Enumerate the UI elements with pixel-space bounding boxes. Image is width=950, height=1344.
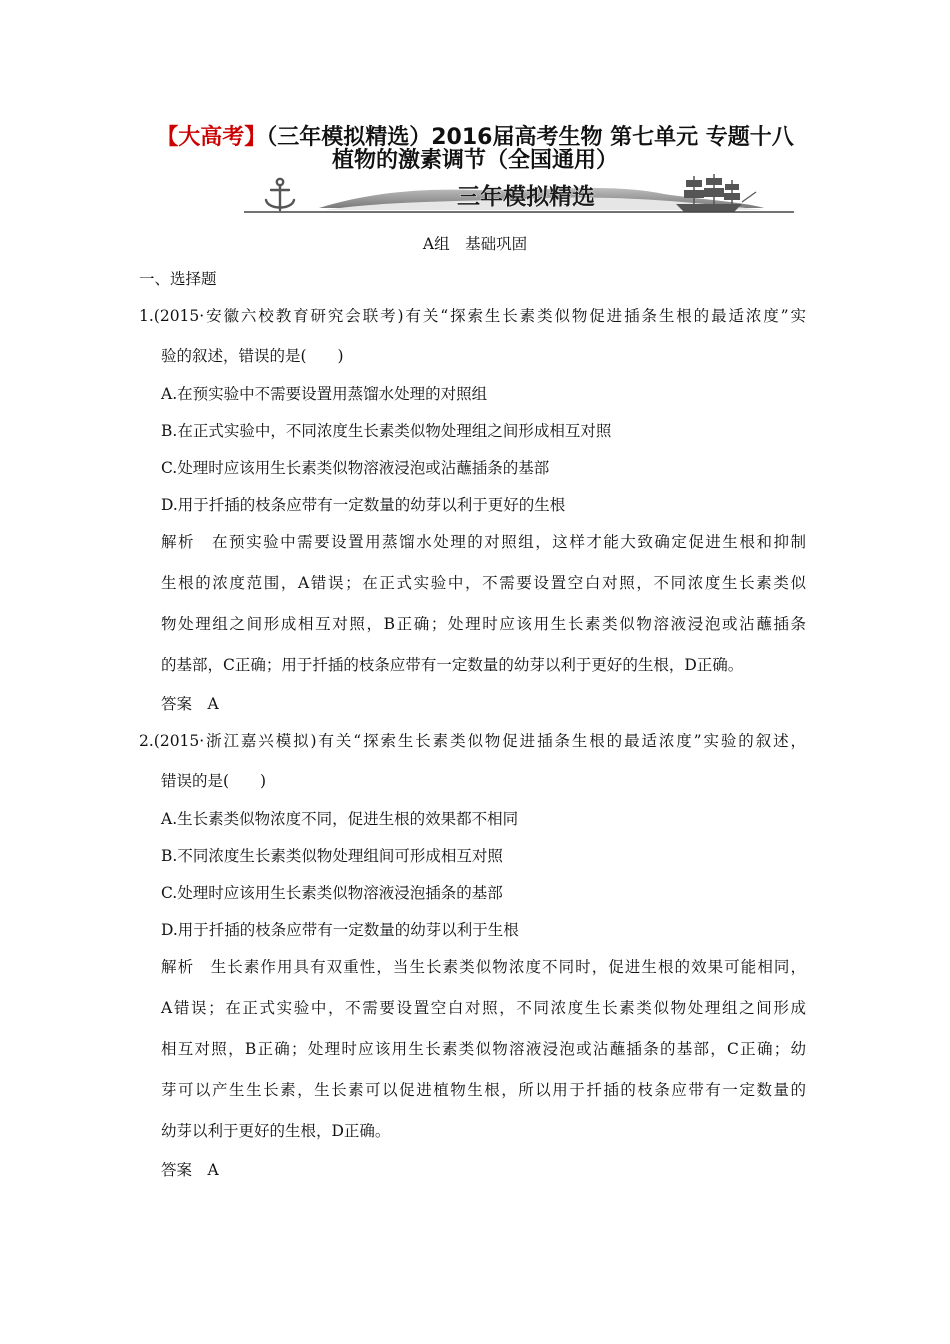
question-1-answer: 答案 A [161,695,219,713]
question-1-stem-continued: 验的叙述，错误的是( ) [161,347,344,365]
question-2-analysis: 幼芽以利于更好的生根，D正确。 [161,1122,391,1140]
question-2-option-c: C.处理时应该用生长素类似物溶液浸泡插条的基部 [161,884,503,902]
question-1-option-c: C.处理时应该用生长素类似物溶液浸泡或沾蘸插条的基部 [161,459,550,477]
section-title: 一、选择题 [139,270,217,288]
question-1-analysis: 解析 在预实验中需要设置用蒸馏水处理的对照组，这样才能大致确定促进生根和抑制 [161,533,806,551]
question-2-stem: 2.(2015·浙江嘉兴模拟)有关“探索生长素类似物促进插条生根的最适浓度”实验的叙述， [139,732,806,750]
group-title: A组 基础巩固 [422,235,528,253]
question-2-answer: 答案 A [161,1161,219,1179]
title-source-tag: 【大高考】 [156,125,267,150]
banner-text: 三年模拟精选 [457,184,595,210]
question-2-analysis: 相互对照，B正确；处理时应该用生长素类似物溶液浸泡或沾蘸插条的基部，C正确；幼 [161,1040,806,1058]
question-2-analysis: A错误；在正式实验中，不需要设置空白对照，不同浓度生长素类似物处理组之间形成 [161,999,806,1017]
question-2-option-a: A.生长素类似物浓度不同，促进生根的效果都不相同 [161,810,519,828]
question-1-option-a: A.在预实验中不需要设置用蒸馏水处理的对照组 [161,385,488,403]
document-title-line-2: 植物的激素调节（全国通用） [331,148,618,173]
question-1-stem: 1.(2015·安徽六校教育研究会联考)有关“探索生长素类似物促进插条生根的最适浓度”实 [139,307,806,325]
question-1-analysis: 的基部，C正确；用于扦插的枝条应带有一定数量的幼芽以利于更好的生根，D正确。 [161,656,744,674]
question-1-analysis: 物处理组之间形成相互对照，B正确；处理时应该用生长素类似物溶液浸泡或沾蘸插条 [161,615,806,633]
question-2-option-b: B.不同浓度生长素类似物处理组间可形成相互对照 [161,847,503,865]
question-1-option-d: D.用于扦插的枝条应带有一定数量的幼芽以利于更好的生根 [161,496,566,514]
question-2-analysis: 芽可以产生生长素，生长素可以促进植物生根，所以用于扦插的枝条应带有一定数量的 [161,1081,806,1099]
question-1-analysis: 生根的浓度范围，A错误；在正式实验中，不需要设置空白对照，不同浓度生长素类似 [161,574,806,592]
title-text: （三年模拟精选）2016届高考生物 第七单元 专题十八 [266,125,794,150]
question-2-option-d: D.用于扦插的枝条应带有一定数量的幼芽以利于生根 [161,921,519,939]
question-2-analysis: 解析 生长素作用具有双重性，当生长素类似物浓度不同时，促进生根的效果可能相同， [161,958,806,976]
question-2-stem-continued: 错误的是( ) [161,772,267,790]
anchor-icon [266,179,294,210]
question-1-option-b: B.在正式实验中，不同浓度生长素类似物处理组之间形成相互对照 [161,422,612,440]
section-banner [244,172,794,218]
